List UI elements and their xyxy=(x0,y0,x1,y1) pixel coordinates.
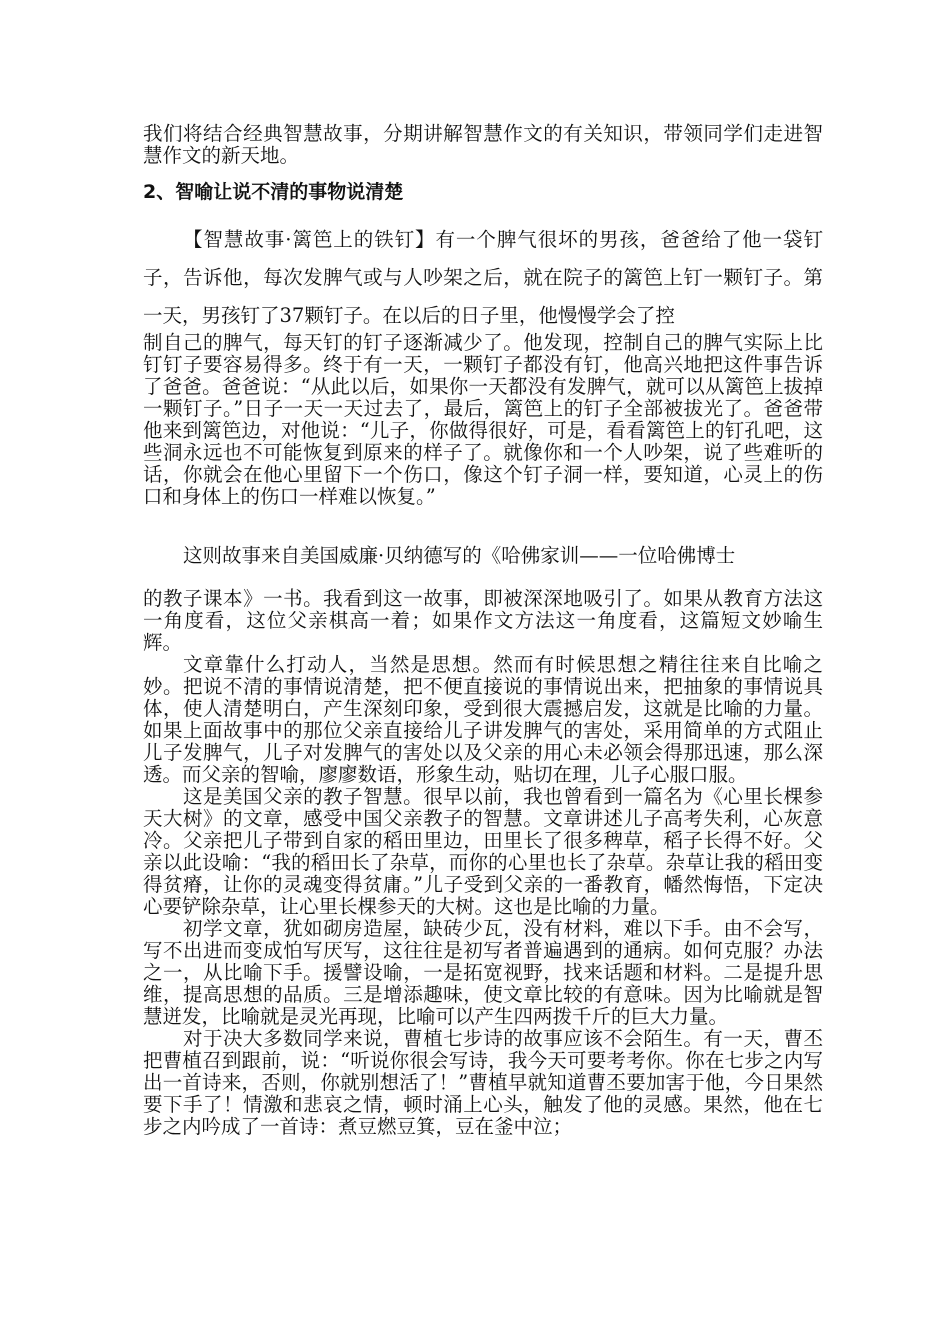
story-paragraph-continued xyxy=(143,332,823,508)
source-line2: 的教子课本》一书。我看到这一故事，即被深深地吸引了。如果从教育方法这一角度看，这位父亲棋高一着；如果作文方法这一角度看，这篇短文妙喻生辉。 xyxy=(143,587,823,654)
body-paragraph: 这是美国父亲的教子智慧。很早以前，我也曾看到一篇名为《心里长棵参天大树》的文章，感受中国父亲教子的智慧。文章讲述儿子高考失利，心灰意冷。父亲把儿子带到自家的稻田里边，田里长了很多稗草，稻子长得不好。父亲以此设喻：“我的稻田长了杂草，而你的心里也长了杂草。杂草让我的稻田变得贫瘠，让你的灵魂变得贫庸。”儿子受到父亲的一番教育，幡然悔悟，下定决心要铲除杂草，让心里长棵参天的大树。这也是比喻的力量。 xyxy=(143,785,823,918)
section-heading: 2、智喻让说不清的事物说清楚 xyxy=(143,181,404,203)
story-text-part2: 制自己的脾气，每天钉的钉子逐渐减少了。他发现，控制自己的脾气实际上比钉钉子要容易得多。终于有一天，一颗钉子都没有钉，他高兴地把这件事告诉了爸爸。爸爸说：“从此以后，如果你一天都没有发脾气，就可以从篱笆上拔掉一颗钉子。”日子一天一天过去了，最后，篱笆上的钉子全部被拔光了。爸爸带他来到篱笆边，对他说：“儿子，你做得很好，可是，看看篱笆上的钉孔吧，这些洞永远也不可能恢复到原来的样子了。就像你和一个人吵架，说了些难听的话，你就会在他心里留下一个伤口，像这个钉子洞一样，要知道，心灵上的伤口和身体上的伤口一样难以恢复。” xyxy=(143,331,823,508)
story-text-part1: 【智慧故事·篱笆上的铁钉】有一个脾气很坏的男孩，爸爸给了他一袋钉子，告诉他，每次发脾气或与人吵架之后，就在院子的篱笆上钉一颗钉子。第一天，男孩钉了37颗钉子。在以后的日子里，他慢慢学会了控 xyxy=(143,228,823,327)
intro-paragraph xyxy=(143,123,823,167)
source-line1-block xyxy=(143,545,823,567)
section-heading-block xyxy=(143,180,823,204)
body-paragraph: 对于决大多数同学来说，曹植七步诗的故事应该不会陌生。有一天，曹丕把曹植召到跟前，说：“听说你很会写诗，我今天可要考考你。你在七步之内写出一首诗来，否则，你就别想活了！”曹植早就知道曹丕要加害于他，今日果然要下手了！情激和悲哀之情，顿时涌上心头，触发了他的灵感。果然，他在七步之内吟成了一首诗：煮豆燃豆箕，豆在釜中泣； xyxy=(143,1027,823,1138)
body-paragraph: 初学文章，犹如砌房造屋，缺砖少瓦，没有材料，难以下手。由不会写，写不出进而变成怕写厌写，这往往是初写者普遍遇到的通病。如何克服？办法之一，从比喻下手。援譬设喻，一是拓宽视野，找来话题和材料。二是提升思维，提高思想的品质。三是增添趣味，使文章比较的有意味。因为比喻就是智慧迸发，比喻就是灵光再现，比喻可以产生四两拨千斤的巨大力量。 xyxy=(143,917,823,1028)
story-paragraph-spaced xyxy=(143,221,823,335)
body-paragraph: 文章靠什么打动人，当然是思想。然而有时候思想之精往往来自比喻之妙。把说不清的事情说清楚，把不便直接说的事情说出来，把抽象的事情说具体，使人清楚明白，产生深刻印象，受到很大震撼启发，这就是比喻的力量。如果上面故事中的那位父亲直接给儿子讲发脾气的害处，采用简单的方式阻止儿子发脾气，儿子对发脾气的害处以及父亲的用心未必领会得那迅速，那么深透。而父亲的智喻，廖廖数语，形象生动，贴切在理，儿子心服口服。 xyxy=(143,653,823,786)
intro-text: 我们将结合经典智慧故事，分期讲解智慧作文的有关知识，带领同学们走进智慧作文的新天地。 xyxy=(143,122,823,167)
source-line1: 这则故事来自美国威廉·贝纳德写的《哈佛家训——一位哈佛博士 xyxy=(183,544,736,567)
source-paragraph xyxy=(143,588,823,654)
body-paragraphs xyxy=(143,654,823,1138)
